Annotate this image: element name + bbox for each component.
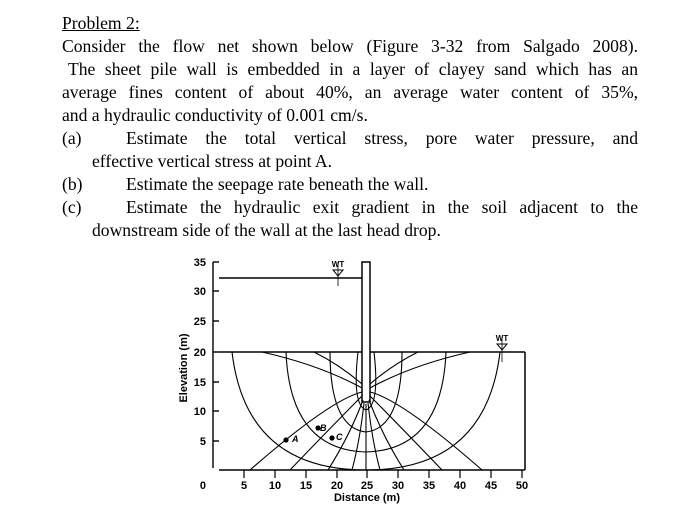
part-c-line-1: Estimate the hydraulic exit gradient in the soil adjacent to the: [126, 197, 638, 217]
sheet-pile-wall: [362, 262, 370, 402]
y-tick-30: 30: [193, 286, 206, 298]
x-tick-20: 20: [330, 480, 344, 492]
water-and-ground: [219, 278, 525, 470]
equipotential-11: [314, 352, 362, 384]
y-tick-15: 15: [193, 377, 206, 389]
y-axis: [213, 262, 219, 468]
equipotential-12: [370, 352, 418, 384]
x-tick-40: 40: [453, 480, 467, 492]
y-tick-0: 0: [199, 480, 206, 492]
intro-line-2: The sheet pile wall is embedded in a layer of clayey sand which has an: [68, 59, 638, 79]
x-tick-25: 25: [360, 480, 374, 492]
y-tick-25: 25: [193, 316, 206, 328]
point-b: [315, 423, 327, 433]
x-axis-ticks: [244, 470, 522, 478]
intro-line-1: Consider the flow net shown below (Figure 3-32 from Salgado 2008).: [62, 36, 638, 56]
part-b-label: (b): [62, 174, 83, 194]
equipotential-9: [370, 392, 482, 470]
x-tick-15: 15: [299, 480, 313, 492]
part-c-line-2: downstream side of the wall at the last head drop.: [92, 220, 441, 240]
svg-text:B: B: [320, 423, 327, 433]
x-tick-45: 45: [484, 480, 498, 492]
equipotential-7: [369, 400, 404, 470]
equipotential-2: [290, 396, 362, 470]
equipotential-3: [328, 400, 363, 470]
equipotential-13: [370, 352, 470, 388]
y-tick-10: 10: [193, 406, 206, 418]
y-tick-35: 35: [193, 257, 206, 269]
part-a-line-1: Estimate the total vertical stress, pore water pressure, and: [126, 128, 638, 148]
wt-downstream-marker: [496, 334, 509, 362]
x-tick-10: 10: [268, 480, 282, 492]
svg-text:WT: WT: [495, 334, 509, 343]
intro-line-4: and a hydraulic conductivity of 0.001 cm/s.: [62, 105, 368, 125]
equipotential-1: [250, 392, 362, 470]
svg-text:A: A: [292, 434, 299, 444]
y-tick-5: 5: [199, 436, 206, 448]
y-tick-labels: [194, 257, 206, 492]
x-tick-labels: [241, 480, 528, 492]
x-axis-label: Distance (m): [333, 492, 401, 504]
y-tick-20: 20: [193, 347, 206, 359]
equipotential-10: [262, 352, 362, 388]
x-tick-5: 5: [240, 480, 248, 492]
point-c: [329, 432, 343, 442]
svg-text:C: C: [336, 432, 343, 442]
part-c-label: (c): [62, 197, 82, 217]
y-axis-label: Elevation (m): [178, 333, 190, 403]
x-tick-30: 30: [391, 480, 405, 492]
part-b-line-1: Estimate the seepage rate beneath the wall.: [126, 174, 429, 194]
part-a-line-2: effective vertical stress at point A.: [92, 151, 333, 171]
wt-upstream-marker: [332, 260, 345, 286]
part-a-label: (a): [62, 128, 82, 148]
problem-title: Problem 2:: [62, 13, 140, 33]
equipotential-8: [370, 396, 442, 470]
svg-text:WT: WT: [331, 260, 345, 269]
x-tick-50: 50: [515, 480, 529, 492]
x-tick-35: 35: [422, 480, 436, 492]
intro-line-3: average fines content of about 40%, an average water content of 35%,: [62, 82, 638, 102]
